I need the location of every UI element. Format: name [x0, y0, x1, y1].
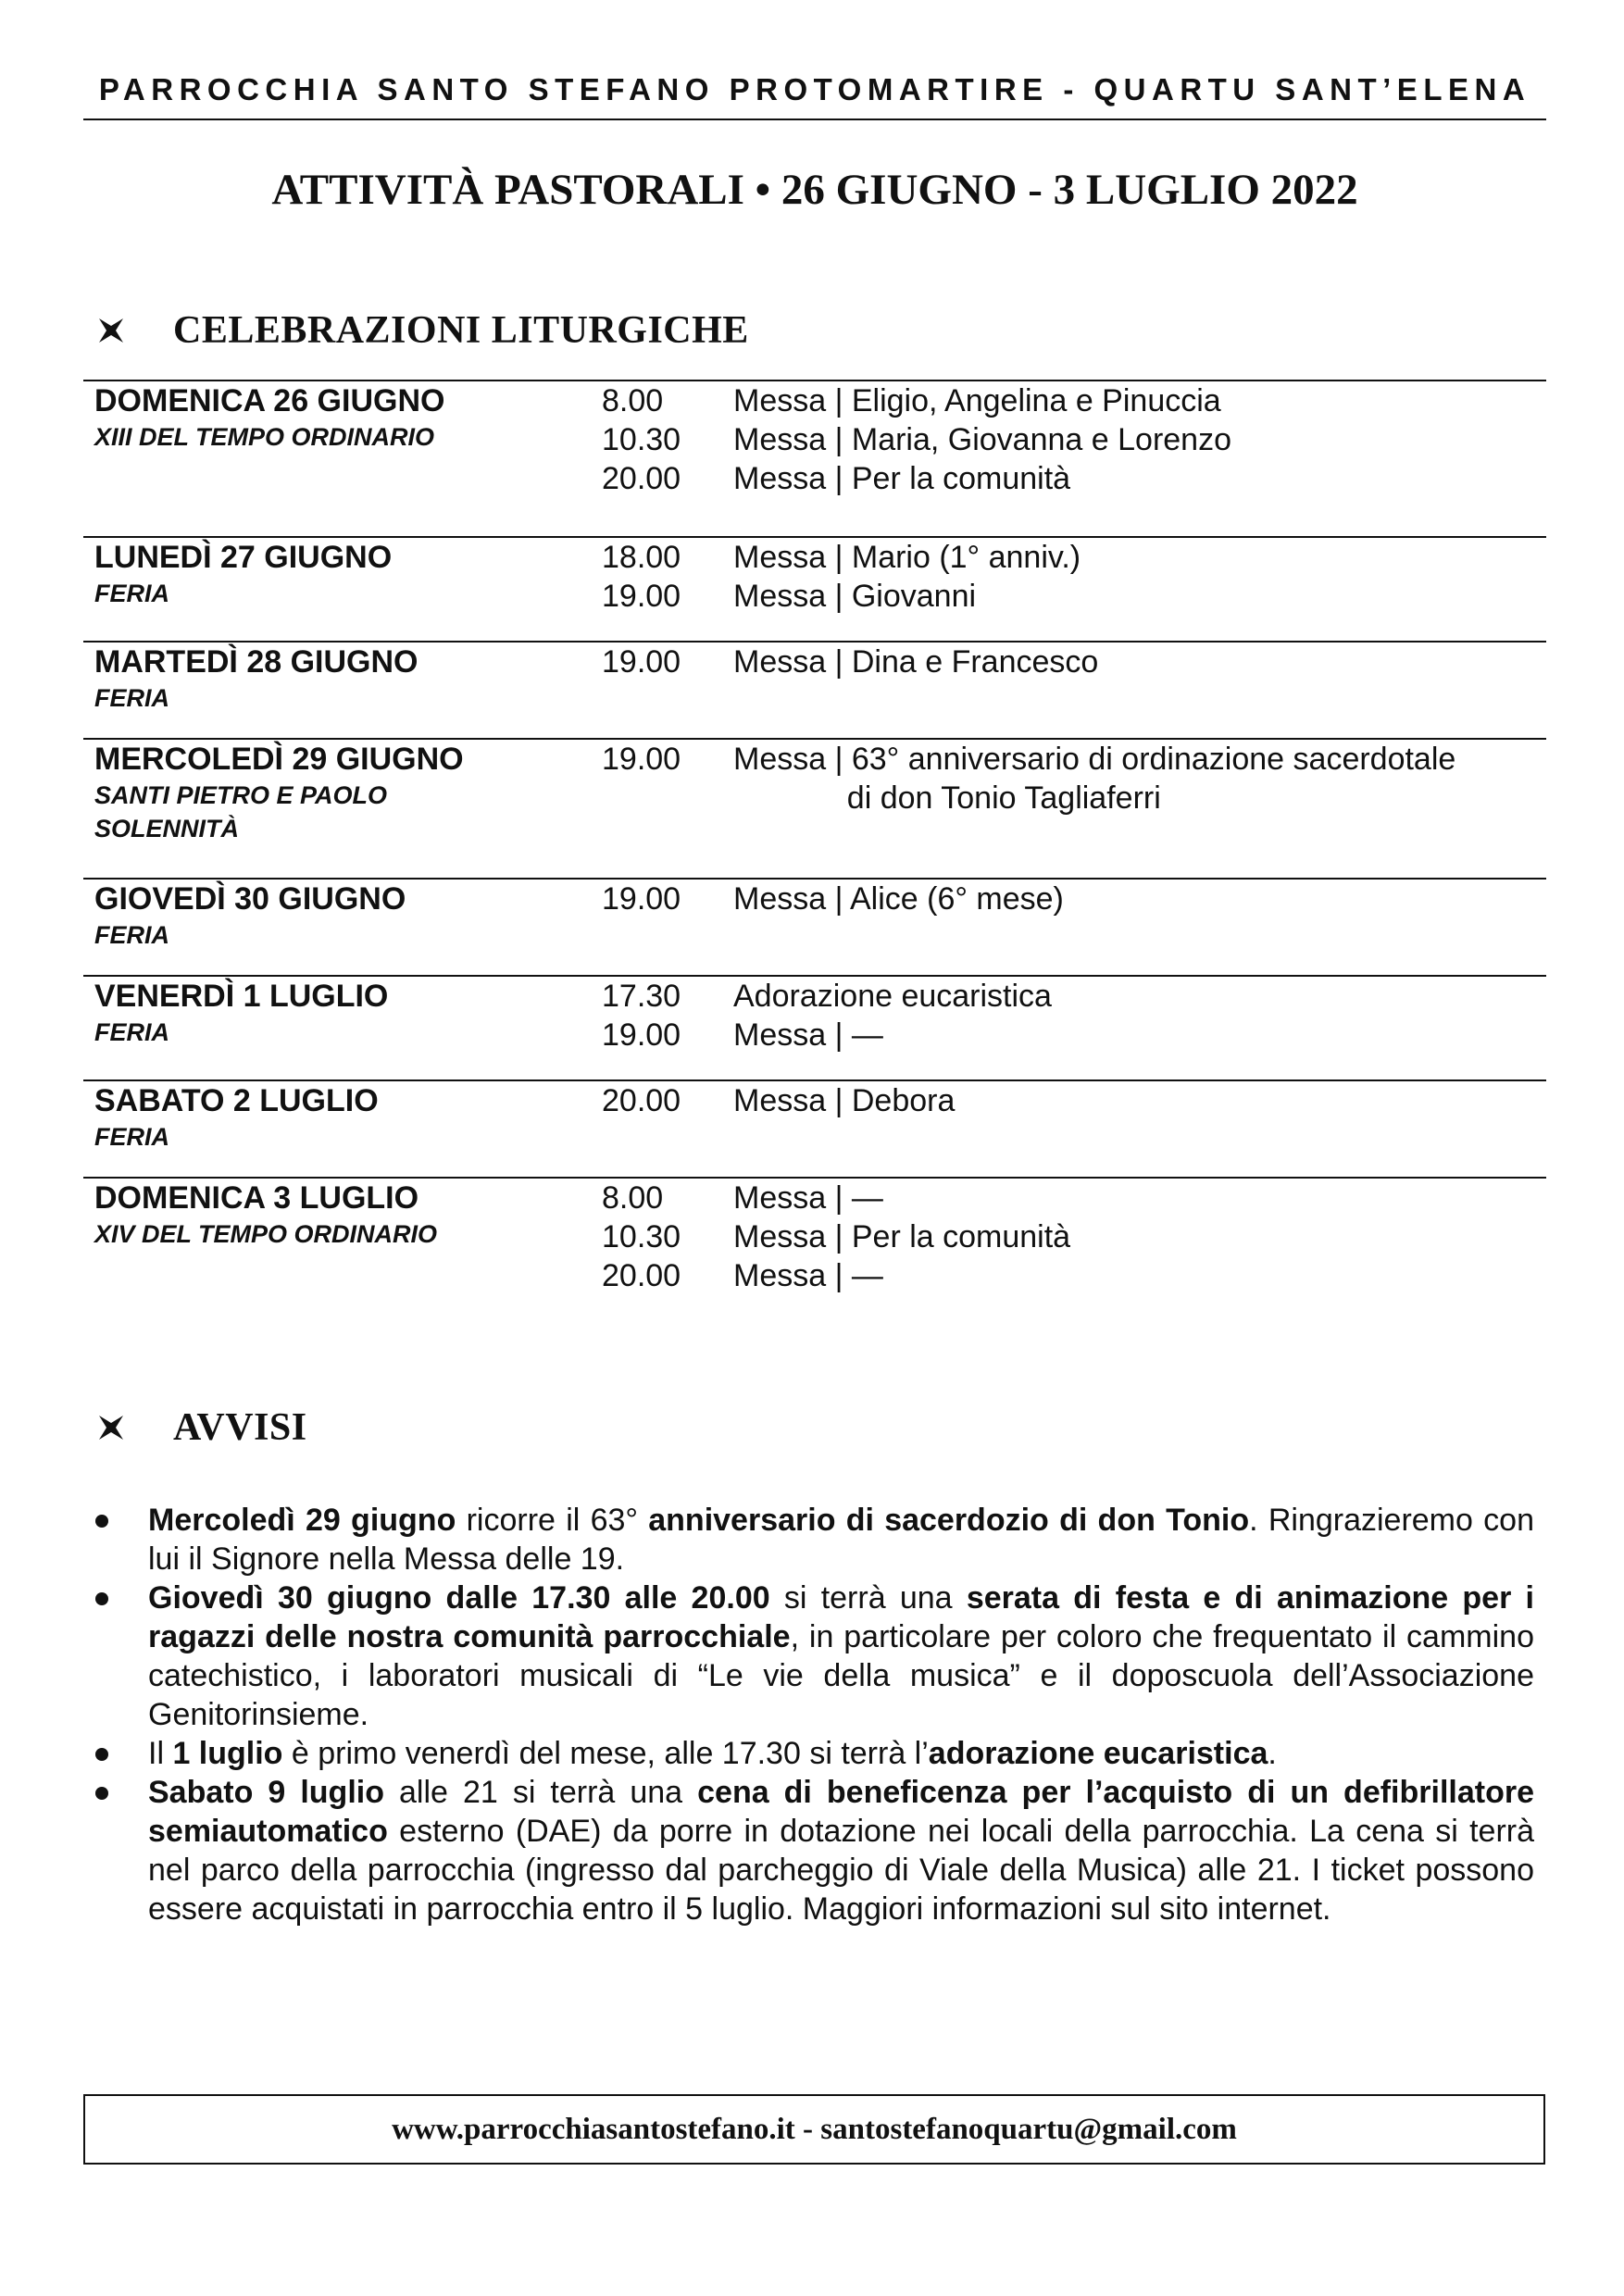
event-time: 19.00 [602, 644, 681, 680]
notice-emphasis: serata di festa e di animazione per i ragazzi delle nostra comunità parrocchiale [148, 1580, 1534, 1654]
four-pointed-star-icon [97, 1414, 125, 1441]
day-name: DOMENICA 3 LUGLIO [94, 1180, 419, 1216]
schedule-row [83, 975, 1546, 1079]
day-cell [94, 643, 418, 715]
liturgical-note: XIII DEL TEMPO ORDINARIO [94, 423, 435, 451]
events-list [602, 381, 1537, 498]
day-cell [94, 538, 392, 610]
notice-item [90, 1773, 1534, 1928]
section-title: AVVISI [173, 1406, 307, 1449]
notice-text: . Ringrazieremo con lui il Signore nella Messa delle 19. [148, 1503, 1534, 1577]
event-time: 20.00 [602, 1083, 681, 1118]
event-time: 18.00 [602, 540, 681, 575]
day-cell [94, 1081, 379, 1154]
event-description: Messa | Maria, Giovanna e Lorenzo [733, 422, 1231, 457]
event-item [602, 1081, 1537, 1120]
schedule-row [83, 1177, 1546, 1327]
event-description: Messa | — [733, 1017, 883, 1053]
event-item [602, 420, 1537, 459]
header-rule [83, 119, 1546, 120]
notice-emphasis: 1 luglio [172, 1736, 283, 1771]
bullet-icon [95, 1748, 108, 1761]
event-description: Messa | — [733, 1180, 883, 1216]
notice-emphasis: anniversario di sacerdozio di don Tonio [648, 1503, 1250, 1538]
bullet-icon [95, 1515, 108, 1528]
event-description: Messa | Alice (6° mese) [733, 881, 1064, 917]
day-name: MARTEDÌ 28 GIUGNO [94, 644, 418, 680]
section-notices-heading [97, 1400, 307, 1455]
event-item [602, 577, 1537, 616]
event-time: 10.30 [602, 422, 681, 457]
liturgical-note: FERIA [94, 1123, 169, 1151]
notice-item [90, 1734, 1534, 1773]
day-name: SABATO 2 LUGLIO [94, 1083, 379, 1118]
event-time [602, 779, 733, 817]
events-list [602, 1081, 1537, 1120]
event-description: Messa | Giovanni [733, 579, 977, 614]
event-item [602, 1179, 1537, 1217]
section-celebrations-heading [97, 303, 749, 358]
event-time: 20.00 [602, 461, 681, 496]
day-name: MERCOLEDÌ 29 GIUGNO [94, 742, 464, 777]
parish-header: PARROCCHIA SANTO STEFANO PROTOMARTIRE - QUARTU SANT’ELENA [98, 72, 1531, 106]
notices-list [90, 1501, 1534, 1928]
event-item [602, 538, 1537, 577]
event-item [602, 740, 1537, 779]
event-item [602, 880, 1537, 918]
event-time: 19.00 [602, 579, 681, 614]
day-name: VENERDÌ 1 LUGLIO [94, 979, 389, 1014]
notice-text: alle 21 si terrà una [383, 1775, 698, 1810]
event-description: Messa | Mario (1° anniv.) [733, 540, 1081, 575]
day-name: GIOVEDÌ 30 GIUGNO [94, 881, 406, 917]
schedule-row [83, 738, 1546, 878]
event-time: 19.00 [602, 881, 681, 917]
events-list [602, 740, 1537, 817]
notice-text: . [1268, 1736, 1277, 1771]
event-time: 10.30 [602, 1219, 681, 1254]
notice-item [90, 1501, 1534, 1578]
notice-emphasis: Giovedì 30 giugno dalle 17.30 alle 20.00 [148, 1580, 770, 1616]
bullet-icon [95, 1592, 108, 1605]
liturgical-note: SOLENNITÀ [94, 815, 240, 842]
liturgical-schedule [83, 380, 1546, 1327]
notice-emphasis: Sabato 9 luglio [148, 1775, 384, 1810]
event-time: 20.00 [602, 1258, 681, 1293]
footer-box [83, 2094, 1545, 2165]
events-list [602, 977, 1537, 1054]
footer-contacts: www.parrocchiasantostefano.it - santostefanoquartu@gmail.com [392, 2112, 1237, 2146]
schedule-row [83, 536, 1546, 641]
event-description: Messa | Eligio, Angelina e Pinuccia [733, 383, 1221, 418]
schedule-row [83, 1079, 1546, 1177]
day-cell [94, 1179, 437, 1251]
event-item [602, 381, 1537, 420]
notice-item [90, 1578, 1534, 1734]
event-time: 8.00 [602, 1180, 664, 1216]
day-cell [94, 880, 406, 952]
notice-text: è primo venerdì del mese, alle 17.30 si terrà l’ [282, 1736, 929, 1771]
notice-emphasis: cena di beneficenza per l’acquisto di un defibrillatore semiautomatico [148, 1775, 1534, 1849]
day-name: LUNEDÌ 27 GIUGNO [94, 540, 393, 575]
events-list [602, 1179, 1537, 1295]
day-cell [94, 977, 388, 1049]
event-description: Messa | Per la comunità [733, 461, 1071, 496]
event-description: Messa | Per la comunità [733, 1219, 1071, 1254]
liturgical-note: XIV DEL TEMPO ORDINARIO [94, 1220, 438, 1248]
liturgical-note: FERIA [94, 921, 169, 949]
event-item [602, 1016, 1537, 1054]
notice-emphasis: adorazione eucaristica [928, 1736, 1268, 1771]
events-list [602, 538, 1537, 616]
event-item [602, 779, 1537, 817]
notice-text: , in particolare per coloro che frequentato il cammino catechistico, i laboratori musicali di “Le vie della musica” e il doposcuola dell’Associazione Genitorinsieme. [148, 1619, 1534, 1732]
event-item [602, 459, 1537, 498]
event-time: 19.00 [602, 1017, 681, 1053]
bullet-icon [95, 1787, 108, 1800]
liturgical-note: FERIA [94, 1018, 169, 1046]
event-description: Messa | Debora [733, 1083, 956, 1118]
notice-emphasis: Mercoledì 29 giugno [148, 1503, 456, 1538]
day-cell [94, 740, 464, 845]
events-list [602, 880, 1537, 918]
schedule-row [83, 380, 1546, 536]
four-pointed-star-icon [97, 317, 125, 344]
liturgical-note: FERIA [94, 684, 169, 712]
day-name: DOMENICA 26 GIUGNO [94, 383, 445, 418]
event-description: Messa | Dina e Francesco [733, 644, 1099, 680]
day-cell [94, 381, 444, 454]
notice-text: ricorre il 63° [456, 1503, 649, 1538]
notice-text: si terrà una [769, 1580, 967, 1616]
event-item [602, 1256, 1537, 1295]
event-description: Messa | — [733, 1258, 883, 1293]
liturgical-note: SANTI PIETRO E PAOLO [94, 781, 388, 809]
event-time: 8.00 [602, 383, 664, 418]
events-list [602, 643, 1537, 681]
event-description: Adorazione eucaristica [733, 979, 1052, 1014]
event-time: 17.30 [602, 979, 681, 1014]
page-title: ATTIVITÀ PASTORALI • 26 GIUGNO - 3 LUGLIO 2022 [271, 166, 1358, 214]
event-time: 19.00 [602, 742, 681, 777]
event-item [602, 977, 1537, 1016]
schedule-row [83, 878, 1546, 975]
event-description: di don Tonio Tagliaferri [733, 780, 1161, 816]
event-description: Messa | 63° anniversario di ordinazione sacerdotale [733, 742, 1456, 777]
schedule-row [83, 641, 1546, 738]
liturgical-note: FERIA [94, 580, 169, 607]
event-item [602, 643, 1537, 681]
notice-text: Il [148, 1736, 173, 1771]
event-item [602, 1217, 1537, 1256]
section-title: CELEBRAZIONI LITURGICHE [173, 309, 749, 352]
notice-text: esterno (DAE) da porre in dotazione nei locali della parrocchia. La cena si terrà nel parco della parrocchia (ingresso dal parcheggio di Viale della Musica) alle 21. I ticket possono essere acquistati in parrocchia entro il 5 luglio. Maggiori informazioni sul sito internet. [148, 1814, 1534, 1927]
